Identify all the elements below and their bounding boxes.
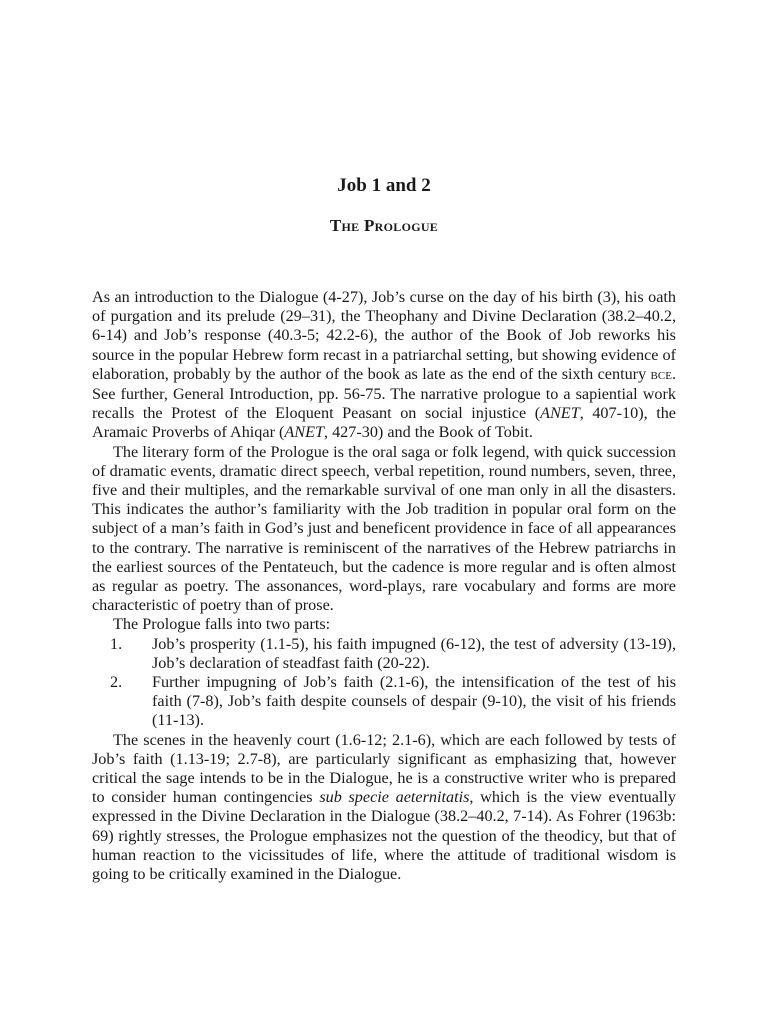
- text-run: , 427-30) and the Book of Tobit.: [323, 423, 533, 442]
- text-run: As an introduction to the Dialogue (4-27), Job’s curse on the day of his birth (3), his oath of purgation and its prelude (29–31), the Theophany and Divine Declaration (38.2–40.2, 6-14) and Job’s response (40.3-5; 42.2-6), the author of the Book of Job reworks his source in the popular Hebrew form recast in a patriarchal setting, but showing evidence of elaboration, probably by the author of the book as late as the end of the sixth century: [92, 288, 676, 383]
- list-number: 1.: [110, 634, 123, 653]
- list-text: Further impugning of Job’s faith (2.1-6), the intensification of the test of his faith (7-8), Job’s faith despite counsels of despair (9-10), the visit of his friends (11-13).: [152, 673, 676, 730]
- list-text: Job’s prosperity (1.1-5), his faith impugned (6-12), the test of adversity (13-19), Job’s declaration of steadfast faith (20-22).: [152, 634, 676, 672]
- paragraph-parts-intro: The Prologue falls into two parts:: [113, 615, 331, 634]
- citation-anet: ANET: [284, 423, 324, 442]
- latin-phrase: sub specie aeternitatis: [319, 788, 470, 807]
- text-run: , 407-10), the Aramaic Proverbs of Ahiqar (: [92, 404, 676, 442]
- chapter-title: Job 1 and 2: [337, 175, 431, 196]
- list-item: [92, 673, 676, 731]
- paragraph-intro: [92, 288, 676, 443]
- paragraph-heavenly-court: [92, 731, 676, 885]
- section-subtitle: The Prologue: [329, 216, 439, 235]
- paragraph-literary-form: The literary form of the Prologue is the oral saga or folk legend, with quick succession of dramatic events, dramatic direct speech, verbal repetition, round numbers, seven, three, five and their multiples, and the remarkable survival of one man only in all the disasters. This indicates the author’s familiarity with the Job tradition in popular oral form on the subject of a man’s faith in God’s just and beneficent providence in face of all appearances to the contrary. The narrative is reminiscent of the narratives of the Hebrew patriarchs in the earliest sources of the Pentateuch, but the cadence is more regular and is often almost as regular as poetry. The assonances, word-plays, rare vocabulary and forms are more characteristic of poetry than of prose.: [92, 442, 676, 615]
- era-abbreviation: bce: [650, 366, 672, 383]
- citation-anet: ANET: [540, 404, 580, 423]
- list-item: [92, 635, 676, 673]
- list-number: 2.: [110, 673, 123, 692]
- parts-list: [92, 635, 676, 731]
- body-text: [92, 288, 676, 884]
- text-run: . See further, General Introduction, pp. 56-75. The narrative prologue to a sapiential work recalls the Protest of the Eloquent Peasant on social injustice (: [92, 364, 676, 423]
- text-run: The scenes in the heavenly court (1.6-12; 2.1-6), which are each followed by tests of Job’s faith (1.13-19; 2.7-8), are particularly significant as emphasizing that, however critical the sage intends to be in the Dialogue, he is a constructive writer who is prepared to consider human contingencies: [92, 730, 676, 807]
- text-run: , which is the view eventually expressed in the Divine Declaration in the Dialogue (38.2–40.2, 7-14). As Fohrer (1963b: 69) rightly stresses, the Prologue emphasizes not the question of the theodicy, but that of human reaction to the vicissitudes of life, where the attitude of traditional wisdom is going to be critically examined in the Dialogue.: [92, 788, 676, 884]
